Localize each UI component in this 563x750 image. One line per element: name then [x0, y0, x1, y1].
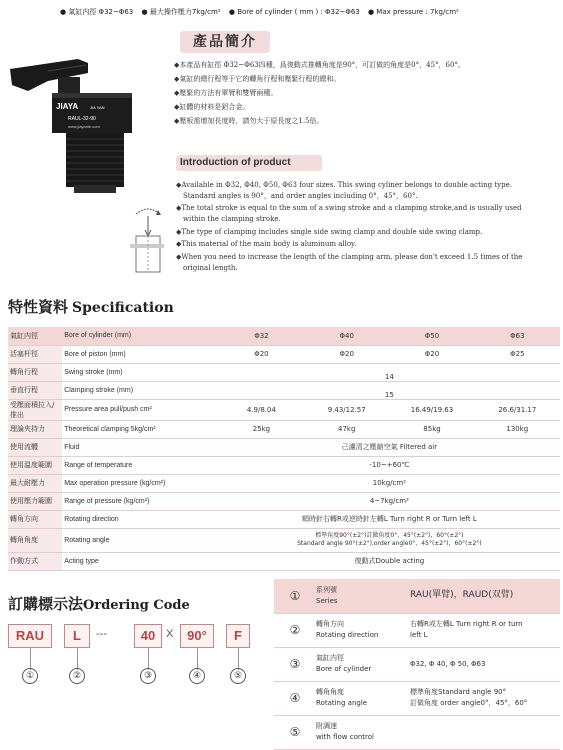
ordering-row-label: 轉角方向 Rotating direction [316, 613, 406, 647]
spec-label-cn: 轉角行程 [8, 363, 62, 381]
ordering-row-value: 右轉R或左轉L Turn right R or turn left L [406, 613, 560, 647]
marker-4: ④ [189, 668, 205, 684]
spec-row [8, 528, 560, 552]
rotating-angle-en: Standard angle 90°(±2°),order angle0°，45°(±2°)，60°(±2°) [297, 540, 482, 547]
code-bore-box: 40 [134, 624, 162, 648]
code-separator-dash: --- [96, 628, 107, 640]
ordering-row-label: 附調速 with flow control [316, 715, 406, 749]
spec-row [8, 363, 560, 381]
intro-en-bullet: ◆The total stroke is equal to the sum of a swing stroke and a clamping stroke,and is usually used [176, 204, 522, 212]
code-separator-x: X [166, 628, 174, 640]
intro-cn-bullet: ◆壓緊的方法有單臂和雙臂兩種。 [174, 89, 278, 97]
spec-value: Φ20 [304, 345, 389, 363]
ordering-row [274, 579, 560, 613]
ordering-row-number: ① [274, 579, 316, 613]
spec-label-en: Rotating angle [62, 528, 219, 552]
spec-value: 10kg/cm² [219, 474, 560, 492]
code-connector [77, 648, 78, 670]
spec-title: 特性資料 Specification [8, 298, 174, 316]
code-series-box: RAU [8, 624, 52, 648]
spec-label-cn: 最大耐壓力 [8, 474, 62, 492]
spec-label-cn: 氣缸内徑 [8, 327, 62, 345]
code-connector [30, 648, 31, 670]
spec-label-cn: 理論夾持力 [8, 420, 62, 438]
spec-row [8, 438, 560, 456]
spec-value: Φ32 [219, 327, 304, 345]
spec-value: 85kg [389, 420, 474, 438]
spec-label-en: Swing stroke (mm) [62, 363, 219, 381]
spec-value: 130kg [475, 420, 560, 438]
header-bore-en: ● Bore of cylinder ( mm ) : Φ32~Φ63 [228, 8, 360, 16]
spec-label-cn: 受壓面積拉入/推出 [8, 399, 62, 420]
spec-label-en: Theoretical clamping 5kg/cm² [62, 420, 219, 438]
intro-en-title: Introduction of product [176, 155, 322, 171]
spec-value: 4~7kg/cm² [219, 492, 560, 510]
intro-en-bullet: ◆This material of the main body is aluminum alloy. [176, 240, 357, 248]
marker-3: ③ [140, 668, 156, 684]
spec-label-cn: 轉角方向 [8, 510, 62, 528]
ordering-row [274, 681, 560, 715]
ordering-row-number: ⑤ [274, 715, 316, 749]
spec-value: 復動式Double acting [219, 552, 560, 570]
spec-value: Φ63 [475, 327, 560, 345]
spec-row [8, 510, 560, 528]
intro-en-bullet: ◆Available in Φ32, Φ40, Φ50, Φ63 four sizes. This swing cyliner belongs to double acting type. [176, 181, 512, 189]
spec-label-cn: 活塞杆徑 [8, 345, 62, 363]
ordering-row [274, 715, 560, 749]
spec-value: -10~+60℃ [219, 456, 560, 474]
code-angle-box: 90° [180, 624, 214, 648]
spec-value: Φ40 [304, 327, 389, 345]
spec-value [219, 528, 560, 552]
spec-row [8, 456, 560, 474]
code-connector [197, 648, 198, 670]
spec-label-cn: 垂直行程 [8, 381, 62, 399]
spec-value: Φ20 [219, 345, 304, 363]
spec-label-cn: 轉角角度 [8, 528, 62, 552]
intro-cn-bullet: ◆缸體的材料是鋁合金。 [174, 103, 250, 111]
spec-value: 16.49/19.63 [389, 399, 474, 420]
intro-en-bullet: ◆When you need to increase the length of the clamping arm, please don't exceed 1.5 times of the [176, 253, 523, 261]
intro-en-bullet: Standard angles is 90°，and order angles including 0°，45°，60°. [183, 192, 418, 200]
spec-row [8, 420, 560, 438]
ordering-code-table [274, 579, 560, 750]
header-spec-line [60, 7, 465, 17]
spec-value: 25kg [219, 420, 304, 438]
code-connector [148, 648, 149, 670]
spec-row [8, 345, 560, 363]
header-pressure-en: ● Max pressure : 7kg/cm² [367, 8, 459, 16]
ordering-row-number: ④ [274, 681, 316, 715]
ordering-row-number: ② [274, 613, 316, 647]
marker-1: ① [22, 668, 38, 684]
spec-value: 9.43/12.57 [304, 399, 389, 420]
intro-cn-bullet: ◆氣缸的總行程等于它的轉角行程和壓緊行程的總和。 [174, 75, 341, 83]
swing-clamp-cylinder-image [8, 57, 158, 197]
rotating-angle-cn: 標準角度90°(±2°)訂做角度0°，45°(±2°)，60°(±2°) [315, 532, 464, 539]
intro-cn-title: 產品簡介 [180, 31, 270, 53]
intro-cn-bullet: ◆本產品有缸徑 Φ32~Φ63四種，爲復動式推轉角度是90°，可訂做的角度是0°，45°，60°。 [174, 61, 465, 69]
code-connector [238, 648, 239, 670]
spec-value: Φ25 [475, 345, 560, 363]
spec-value: 己濾清之壓縮空氣 Filtered air [219, 438, 560, 456]
ordering-row-label: 系列號 Series [316, 579, 406, 613]
spec-value: 26.6/31.17 [475, 399, 560, 420]
spec-label-en: Fluid [62, 438, 219, 456]
ordering-row-value [406, 715, 560, 749]
ordering-row-label: 氣缸内徑 Bore of cylinder [316, 647, 406, 681]
ordering-row [274, 613, 560, 647]
spec-row [8, 381, 560, 399]
spec-label-en: Bore of piston (mm) [62, 345, 219, 363]
spec-value: Φ50 [389, 327, 474, 345]
marker-5: ⑤ [230, 668, 246, 684]
spec-value: Φ20 [389, 345, 474, 363]
spec-value: 順時針右轉R或逆時針左轉L Turn right R or Turn left L [219, 510, 560, 528]
spec-label-cn: 使用温度範圍 [8, 456, 62, 474]
spec-value: 14 [219, 363, 560, 381]
product-model-label: RAUL-32-90 [68, 116, 96, 122]
code-direction-box: L [64, 624, 90, 648]
product-photo [8, 57, 158, 197]
swing-motion-diagram [128, 200, 166, 278]
ordering-row-number: ③ [274, 647, 316, 681]
spec-value: 4.9/8.04 [219, 399, 304, 420]
intro-en-bullet: ◆The type of clamping includes single side swing clamp and double side swing clamp. [176, 228, 483, 236]
spec-row [8, 474, 560, 492]
ordering-code-title: 訂購標示法Ordering Code [8, 595, 190, 613]
code-flow-box: F [226, 624, 250, 648]
spec-label-en: Range of pressure (kg/cm²) [62, 492, 219, 510]
product-brand-label: JIAYA [56, 102, 79, 111]
spec-row [8, 399, 560, 420]
ordering-row-value: RAU(單臂)，RAUD(双臂) [406, 579, 560, 613]
specification-table [8, 327, 560, 571]
spec-row [8, 552, 560, 570]
intro-en-bullet: within the clamping stroke. [183, 215, 281, 223]
intro-en-bullet: original length. [183, 264, 238, 272]
product-company-label: JIA YAN [90, 105, 105, 110]
product-url-label: www.jiayanle.com [68, 124, 100, 129]
spec-row [8, 327, 560, 345]
marker-2: ② [69, 668, 85, 684]
ordering-row [274, 647, 560, 681]
spec-label-en: Clamping stroke (mm) [62, 381, 219, 399]
spec-value: 47kg [304, 420, 389, 438]
spec-label-en: Bore of cylinder (mm) [62, 327, 219, 345]
header-bore-cn: ● 氣缸内徑 Φ32~Φ63 [60, 8, 134, 16]
header-pressure-cn: ● 最大操作壓力7kg/cm² [141, 8, 221, 16]
spec-label-cn: 使用流體 [8, 438, 62, 456]
spec-label-cn: 使用壓力範圍 [8, 492, 62, 510]
intro-cn-bullet: ◆壓板需增加長度時，請勿大于原長度之1.5倍。 [174, 117, 324, 125]
ordering-row-value: Φ32, Φ 40, Φ 50, Φ63 [406, 647, 560, 681]
spec-label-en: Pressure area pull/push cm² [62, 399, 219, 420]
spec-row [8, 492, 560, 510]
spec-label-cn: 作動方式 [8, 552, 62, 570]
spec-label-en: Acting type [62, 552, 219, 570]
spec-label-en: Rotating direction [62, 510, 219, 528]
ordering-row-label: 轉角角度 Rotating angle [316, 681, 406, 715]
spec-value: 15 [219, 381, 560, 399]
ordering-row-value: 標準角度Standard angle 90° 訂做角度 order angle0°，45°，60° [406, 681, 560, 715]
spec-label-en: Max operation pressure (kg/cm²) [62, 474, 219, 492]
spec-label-en: Range of temperature [62, 456, 219, 474]
